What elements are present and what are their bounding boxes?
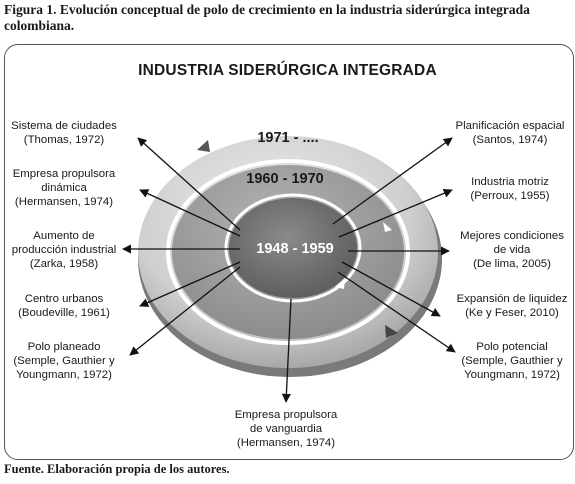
concept-mejores-condiciones: Mejores condiciones de vida (De lima, 2005) xyxy=(460,230,564,270)
caption-line-1: Figura 1. Evolución conceptual de polo de crecimiento en la industria siderúrgica integrada xyxy=(4,2,530,17)
period-outer: 1971 - .... xyxy=(257,130,319,146)
period-inner: 1948 - 1959 xyxy=(256,241,334,257)
concept-planificacion-espacial: Planificación espacial (Santos, 1974) xyxy=(455,120,565,146)
concept-empresa-propulsora-vanguardia: Empresa propulsora de vanguardia (Hermansen, 1974) xyxy=(234,409,338,449)
concept-expansion-liquidez: Expansión de liquidez (Ke y Feser, 2010) xyxy=(456,293,568,319)
period-middle: 1960 - 1970 xyxy=(246,171,324,187)
source-footer: Fuente. Elaboración propia de los autores. xyxy=(4,462,230,476)
concept-industria-motriz: Industria motriz (Perroux, 1955) xyxy=(470,176,550,202)
concept-sistema-de-ciudades: Sistema de ciudades (Thomas, 1972) xyxy=(11,120,117,146)
diagram-heading: INDUSTRIA SIDERÚRGICA INTEGRADA xyxy=(138,62,437,79)
caption-line-2: colombiana. xyxy=(4,18,75,33)
concept-centro-urbanos: Centro urbanos (Boudeville, 1961) xyxy=(18,293,110,319)
outer-ring-arrowhead xyxy=(197,140,210,152)
concept-empresa-propulsora-dinamica: Empresa propulsora dinámica (Hermansen, 1974) xyxy=(12,168,116,208)
concept-polo-planeado: Polo planeado (Semple, Gauthier y Youngmann, 1972) xyxy=(13,341,115,381)
concept-polo-potencial: Polo potencial (Semple, Gauthier y Youngmann, 1972) xyxy=(461,341,563,381)
concept-aumento-produccion: Aumento de producción industrial (Zarka, 1958) xyxy=(11,230,117,270)
